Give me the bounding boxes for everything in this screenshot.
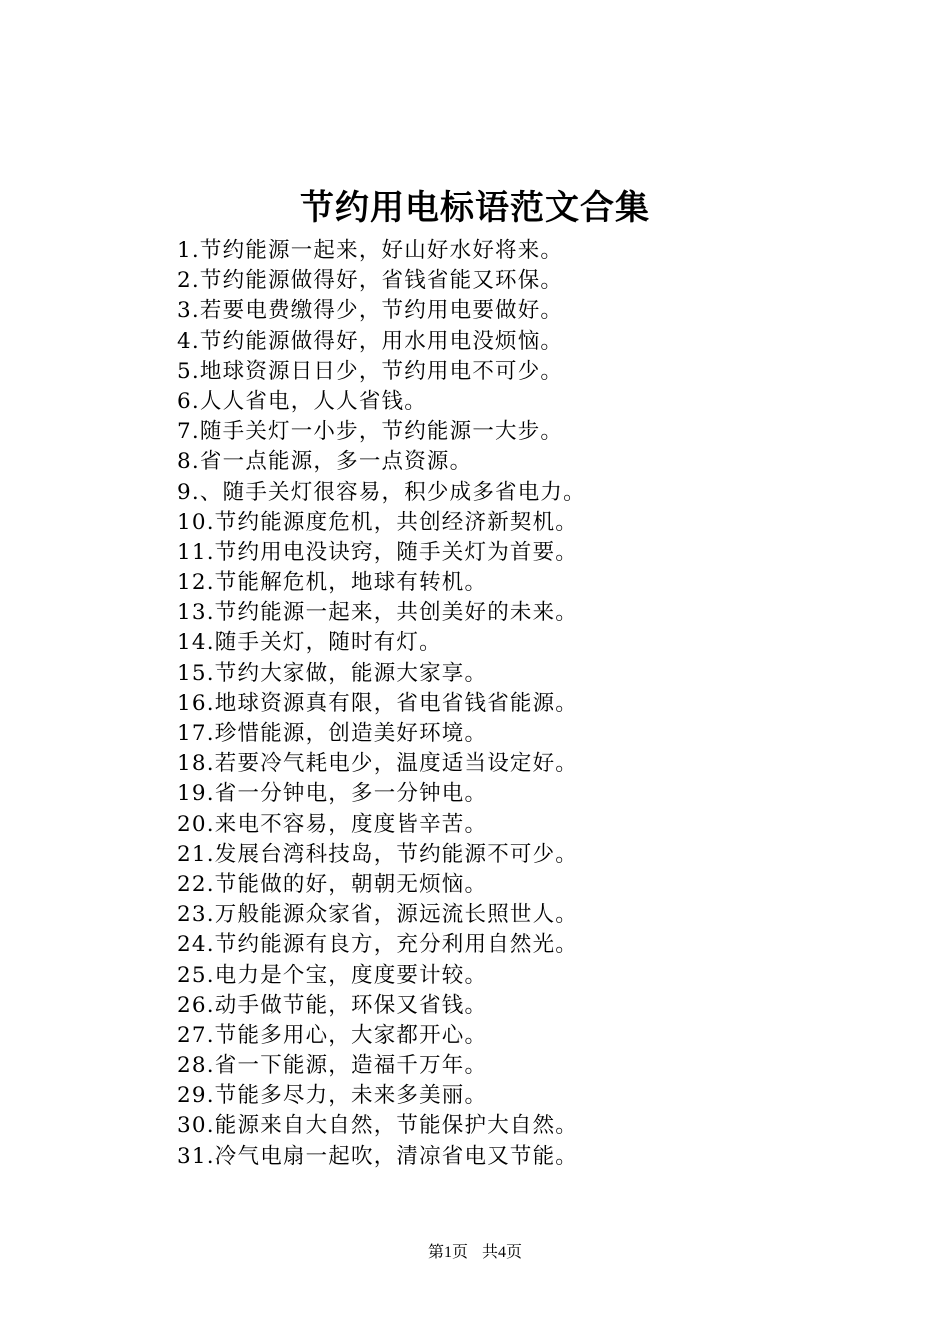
- slogan-item: 1.节约能源一起来，好山好水好将来。: [177, 238, 564, 263]
- slogan-item: 23.万般能源众家省，源远流长照世人。: [177, 902, 578, 928]
- slogan-item: 14.随手关灯，随时有灯。: [177, 630, 442, 656]
- slogan-item: 19.省一分钟电，多一分钟电。: [177, 781, 488, 807]
- slogan-item: 5.地球资源日日少，节约用电不可少。: [177, 358, 564, 384]
- slogan-item: 29.节能多尽力，未来多美丽。: [177, 1083, 488, 1109]
- slogan-item: 10.节约能源度危机，共创经济新契机。: [177, 509, 578, 535]
- page-number: 第1页: [427, 1244, 468, 1261]
- slogan-list: [177, 236, 586, 1172]
- slogan-item: 31.冷气电扇一起吹，清凉省电又节能。: [177, 1143, 578, 1169]
- slogan-item: 11.节约用电没诀窍，随手关灯为首要。: [177, 539, 578, 565]
- slogan-item: 22.节能做的好，朝朝无烦恼。: [177, 871, 488, 897]
- page-total: 共4页: [482, 1244, 523, 1261]
- slogan-item: 12.节能解危机，地球有转机。: [177, 570, 488, 596]
- slogan-item: 3.若要电费缴得少，节约用电要做好。: [177, 298, 564, 324]
- slogan-item: 21.发展台湾科技岛，节约能源不可少。: [177, 841, 578, 867]
- slogan-item: 26.动手做节能，环保又省钱。: [177, 992, 488, 1018]
- slogan-item: 25.电力是个宝，度度要计较。: [177, 962, 488, 988]
- slogan-item: 15.节约大家做，能源大家享。: [177, 660, 488, 686]
- slogan-item: 17.珍惜能源，创造美好环境。: [177, 721, 488, 746]
- slogan-item: 18.若要冷气耗电少，温度适当设定好。: [177, 751, 578, 777]
- slogan-item: 8.省一点能源，多一点资源。: [177, 449, 473, 475]
- slogan-item: 16.地球资源真有限，省电省钱省能源。: [177, 690, 578, 716]
- slogan-item: 13.节约能源一起来，共创美好的未来。: [177, 600, 578, 626]
- slogan-item: 24.节约能源有良方，充分利用自然光。: [177, 932, 578, 958]
- slogan-item: 30.能源来自大自然，节能保护大自然。: [177, 1113, 578, 1139]
- slogan-item: 9.、随手关灯很容易，积少成多省电力。: [177, 479, 586, 505]
- slogan-item: 4.节约能源做得好，用水用电没烦恼。: [177, 328, 564, 354]
- slogan-item: 20.来电不容易，度度皆辛苦。: [177, 811, 488, 837]
- slogan-item: 28.省一下能源，造福千万年。: [177, 1053, 488, 1079]
- slogan-item: 2.节约能源做得好，省钱省能又环保。: [177, 268, 564, 294]
- slogan-item: 7.随手关灯一小步，节约能源一大步。: [177, 419, 564, 445]
- document-title: 节约用电标语范文合集: [300, 188, 650, 228]
- page-footer: [0, 1242, 950, 1264]
- slogan-item: 27.节能多用心，大家都开心。: [177, 1022, 488, 1048]
- slogan-item: 6.人人省电，人人省钱。: [177, 388, 427, 414]
